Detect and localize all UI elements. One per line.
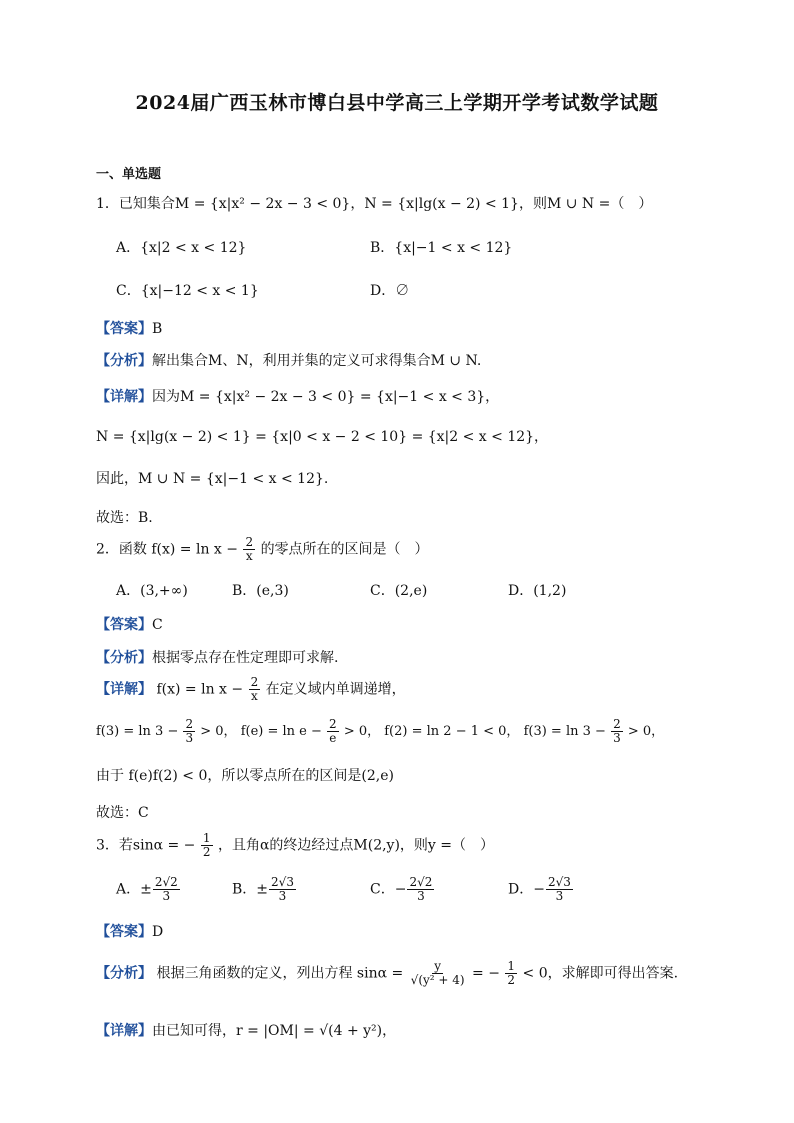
q3-answer: D — [152, 924, 164, 940]
frac-num: 2 — [329, 717, 337, 731]
q2-analysis-line — [96, 647, 338, 667]
q1-answer-line — [96, 318, 162, 338]
q3-detail-line-1 — [96, 1020, 396, 1040]
frac-den: 2 — [507, 973, 516, 987]
q3-a-pre: A．± — [116, 881, 152, 898]
q3-analysis-pre: 根据三角函数的定义，列出方程 sinα = — [156, 965, 404, 982]
q3-detail-1: 由已知可得，r = |OM| = √(4 + y²)， — [152, 1023, 397, 1039]
q2-d2c: f(2) = ln 2 − 1 < 0， — [384, 724, 520, 739]
q2-d2a-pre: f(3) = ln 3 − — [96, 724, 179, 739]
q2-option-d: D．(1,2) — [508, 583, 567, 599]
q1-detail-line-1 — [96, 386, 499, 406]
q2-d2a-post: > 0， — [200, 724, 237, 739]
q1-answer: B — [152, 321, 163, 337]
q2-d2b-fraction — [327, 718, 339, 745]
q2-option-b: B．(e,3) — [232, 583, 289, 599]
page-title: 2024届广西玉林市博白县中学高三上学期开学考试数学试题 — [135, 92, 659, 114]
answer-tag: 【答案】 — [96, 321, 152, 337]
frac-num: y — [434, 959, 442, 973]
frac-num: 2√3 — [271, 875, 294, 889]
frac-den: e — [329, 731, 337, 745]
q2-d2b-post: > 0， — [343, 724, 381, 739]
frac-den: 3 — [162, 889, 171, 903]
frac-den: √(y² + 4) — [410, 973, 465, 987]
q3-option-a — [116, 876, 181, 903]
frac-den: 2 — [202, 845, 211, 859]
q3-option-d — [508, 876, 574, 903]
q2-d2d-post: > 0， — [627, 724, 665, 739]
frac-num: 2 — [250, 675, 259, 689]
q2-detail-1-pre: f(x) = ln x − — [156, 681, 244, 698]
q2-analysis: 根据零点存在性定理即可求解. — [152, 650, 339, 666]
q1-choose: 故选：B. — [96, 510, 153, 526]
q3-analysis-fraction-1 — [409, 960, 467, 987]
q2-detail-1-post: 在定义域内单调递增， — [265, 681, 406, 698]
q3-option-b — [232, 876, 297, 903]
frac-den: x — [245, 549, 253, 563]
q1-detail-line-3: 因此，M ∪ N = {x|−1 < x < 12}. — [96, 471, 329, 487]
q3-c-pre: C．− — [370, 881, 407, 898]
q3-analysis-line — [96, 960, 678, 987]
q3-answer-line — [96, 921, 163, 941]
q3-c-fraction — [407, 876, 434, 903]
q1-detail-line-2: N = {x|lg(x − 2) < 1} = {x|0 < x − 2 < 10} = {x|2 < x < 12}， — [96, 429, 549, 445]
q1-option-b: B．{x|−1 < x < 12} — [370, 240, 513, 256]
answer-tag: 【答案】 — [96, 924, 152, 940]
q2-d2d-fraction — [611, 718, 623, 745]
q3-analysis-fraction-2 — [505, 960, 517, 987]
frac-num: 2√2 — [409, 875, 433, 889]
q3-d-pre: D．− — [508, 881, 545, 898]
frac-den: x — [250, 689, 258, 703]
q2-d2d-pre: f(3) = ln 3 − — [523, 724, 606, 739]
q2-option-c: C．(2,e) — [370, 583, 428, 599]
frac-num: 2 — [245, 535, 254, 549]
q3-stem-post: ，且角α的终边经过点M(2,y)，则y =（ ） — [217, 837, 495, 854]
frac-den: 3 — [278, 889, 287, 903]
q3-option-c — [370, 876, 435, 903]
q3-stem — [96, 832, 494, 859]
analysis-tag: 【分析】 — [96, 965, 152, 982]
analysis-tag: 【分析】 — [96, 353, 152, 369]
q1-option-d: D．∅ — [370, 283, 410, 299]
q1-stem: 1．已知集合M = {x|x² − 2x − 3 < 0}，N = {x|lg(x − 2) < 1}，则M ∪ N =（ ） — [96, 196, 653, 212]
q2-stem-post: 的零点所在的区间是（ ） — [260, 541, 429, 558]
q2-detail-line-3: 由于 f(e)f(2) < 0，所以零点所在的区间是(2,e) — [96, 768, 394, 784]
q2-choose: 故选：C — [96, 805, 149, 821]
q3-analysis-mid: = − — [472, 965, 500, 982]
q3-b-pre: B．± — [232, 881, 269, 898]
q2-d2a-fraction — [183, 718, 195, 745]
q3-b-fraction — [269, 876, 296, 903]
answer-tag: 【答案】 — [96, 617, 152, 633]
detail-tag: 【详解】 — [96, 681, 152, 698]
frac-num: 2 — [185, 717, 194, 731]
q1-option-c: C．{x|−12 < x < 1} — [116, 283, 259, 299]
q3-stem-pre: 3．若sinα = − — [96, 837, 196, 854]
q2-stem-pre: 2．函数 f(x) = ln x − — [96, 541, 239, 558]
frac-den: 3 — [555, 889, 564, 903]
analysis-tag: 【分析】 — [96, 650, 152, 666]
q2-detail-line-1 — [96, 676, 406, 703]
q2-answer-line — [96, 614, 163, 634]
frac-num: 1 — [507, 959, 516, 973]
q2-option-a: A．(3,+∞) — [116, 583, 188, 599]
frac-num: 2 — [613, 717, 621, 731]
frac-num: 1 — [202, 831, 211, 845]
frac-num: 2√2 — [154, 875, 178, 889]
q2-stem — [96, 536, 429, 563]
frac-num: 2√3 — [547, 875, 571, 889]
q3-stem-fraction — [201, 832, 213, 859]
q3-a-fraction — [153, 876, 180, 903]
detail-tag: 【详解】 — [96, 1023, 152, 1039]
q3-analysis-post: < 0，求解即可得出答案. — [522, 965, 679, 982]
q2-stem-fraction — [243, 536, 255, 563]
q2-detail-line-2 — [96, 718, 664, 745]
q1-option-a: A．{x|2 < x < 12} — [116, 240, 247, 256]
frac-den: 3 — [185, 731, 194, 745]
detail-tag: 【详解】 — [96, 389, 152, 405]
q1-detail-1: 因为M = {x|x² − 2x − 3 < 0} = {x|−1 < x < 3}， — [152, 389, 500, 405]
frac-den: 3 — [417, 889, 425, 903]
q2-d2b-pre: f(e) = ln e − — [240, 724, 322, 739]
frac-den: 3 — [613, 731, 621, 745]
section-heading: 一、单选题 — [96, 167, 162, 182]
q2-answer: C — [152, 617, 163, 633]
q2-detail-fraction — [249, 676, 261, 703]
q1-analysis: 解出集合M、N，利用并集的定义可求得集合M ∪ N. — [152, 353, 482, 369]
q3-d-fraction — [546, 876, 573, 903]
q1-analysis-line — [96, 350, 481, 370]
